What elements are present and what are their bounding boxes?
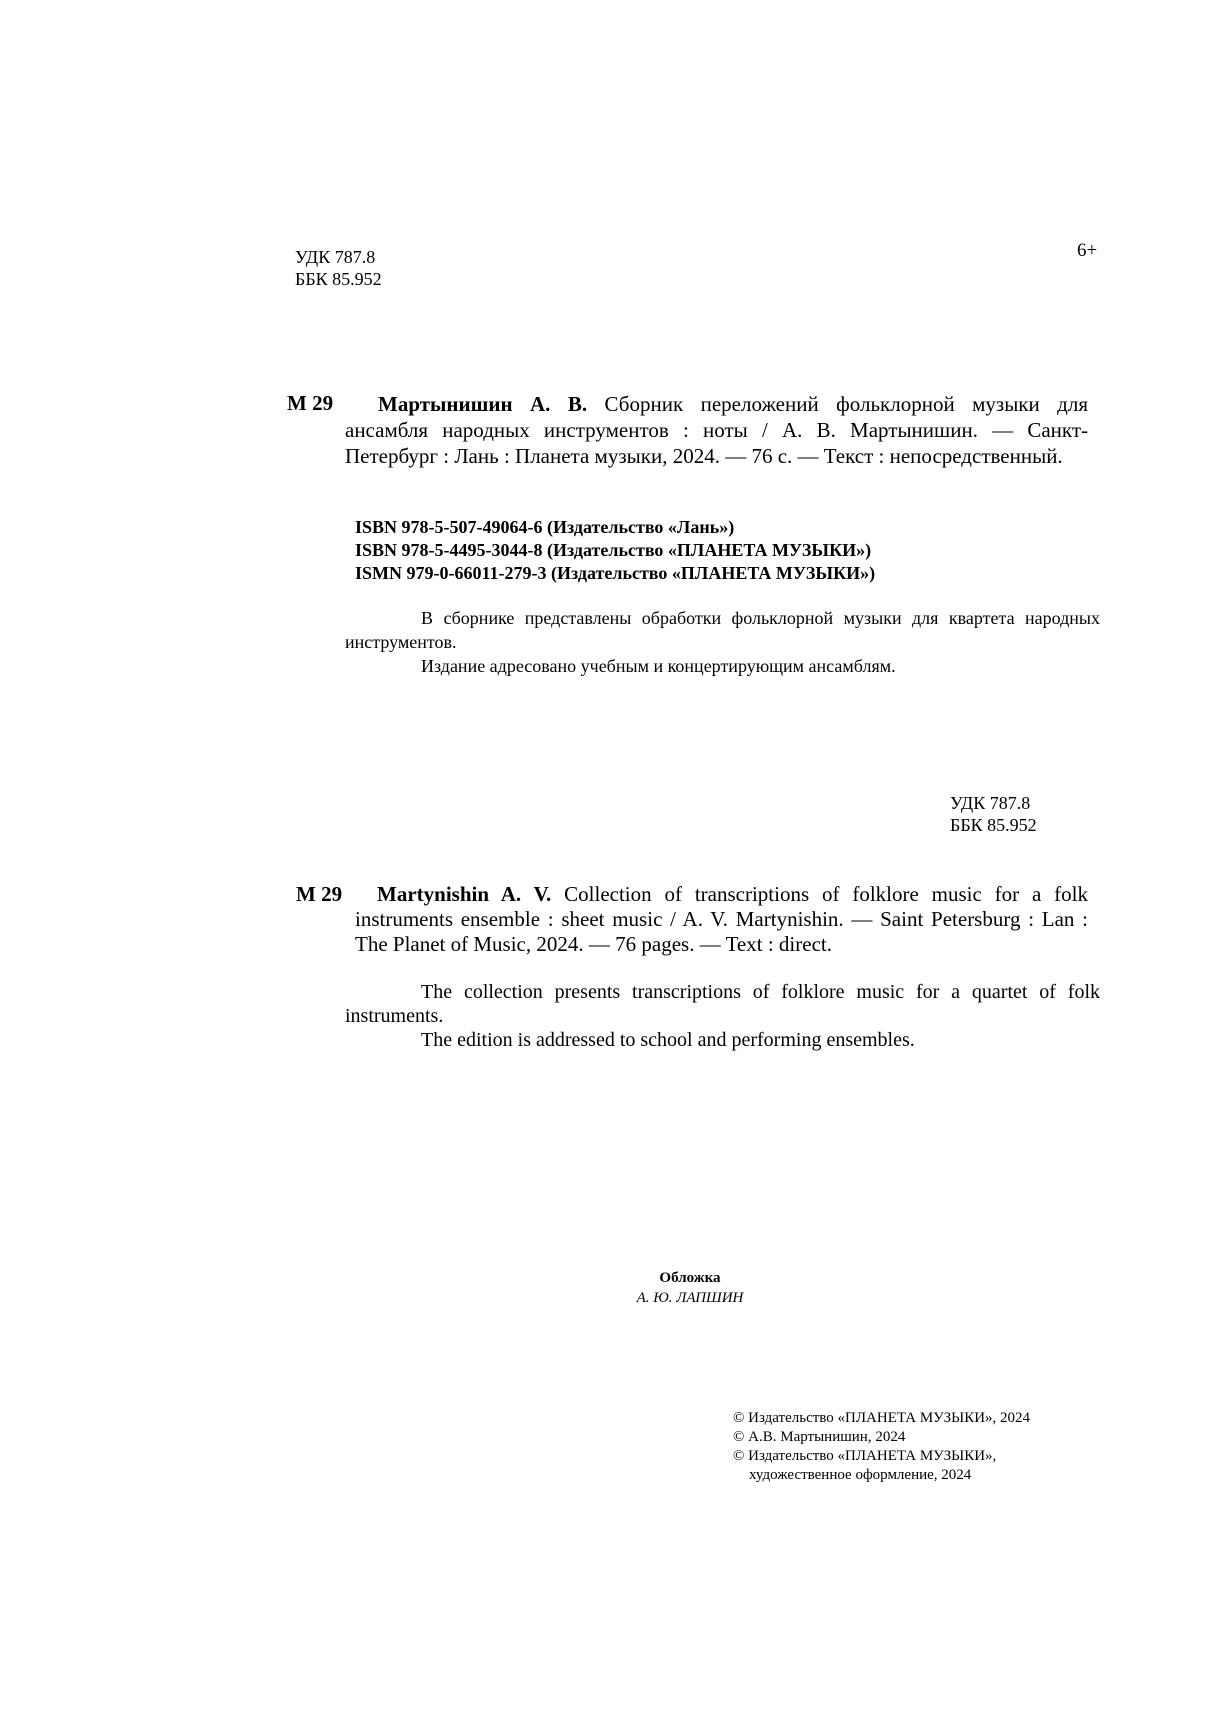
ru-bibliographic-entry	[345, 391, 1088, 469]
cover-label: Обложка	[659, 1270, 721, 1286]
cover-credit	[555, 1268, 825, 1308]
en-description: Collection of transcriptions of folklore music for a folk instruments ensemble : sheet music / A. V. Martynishin. — Saint Petersburg : Lan : The Planet of Music, 2024. — 76 pages. — Text : direct.	[355, 882, 1088, 956]
copyright-line: © Издательство «ПЛАНЕТА МУЗЫКИ», 2024	[733, 1410, 1031, 1426]
bbk-code: ББК 85.952	[295, 269, 382, 289]
isbn-block	[355, 516, 875, 585]
udk-code: УДК 787.8	[950, 793, 1031, 813]
en-abstract-paragraph: The edition is addressed to school and performing ensembles.	[421, 1029, 915, 1051]
isbn-lan: ISBN 978-5-507-49064-6 (Издательство «Лань»)	[355, 517, 735, 537]
copyright-line: © Издательство «ПЛАНЕТА МУЗЫКИ»,	[733, 1448, 997, 1464]
isbn-planeta: ISBN 978-5-4495-3044-8 (Издательство «ПЛАНЕТА МУЗЫКИ»)	[355, 540, 872, 560]
udk-code: УДК 787.8	[295, 247, 376, 267]
en-abstract-paragraph: The collection presents transcriptions of folklore music for a quartet of folk instruments.	[345, 981, 1100, 1027]
ru-abstract-paragraph: В сборнике представлены обработки фольклорной музыки для квартета народных инструментов.	[345, 608, 1100, 652]
ru-author: Мартынишин А. В.	[378, 392, 588, 416]
age-rating: 6+	[1077, 240, 1098, 261]
cover-artist: А. Ю. ЛАПШИН	[636, 1290, 744, 1306]
bbk-code: ББК 85.952	[950, 815, 1037, 835]
en-bibliographic-entry	[355, 882, 1088, 957]
copyright-line: © А.В. Мартынишин, 2024	[733, 1429, 906, 1445]
ru-author-sign: М 29	[287, 391, 334, 415]
copyright-block	[733, 1409, 1030, 1485]
en-author: Martynishin A. V.	[377, 882, 552, 906]
udk-bbk-middle	[950, 792, 1037, 836]
ru-abstract-paragraph: Издание адресовано учебным и концертирующим ансамблям.	[421, 656, 896, 676]
ru-abstract	[345, 606, 1100, 678]
en-abstract	[345, 980, 1100, 1052]
udk-bbk-top	[295, 246, 382, 290]
en-author-sign: M 29	[296, 882, 343, 906]
ru-description: Сборник переложений фольклорной музыки для ансамбля народных инструментов : ноты / А. В. Мартынишин. — Санкт-Петербург : Лань : Планета музыки, 2024. — 76 с. — Текст : непосредственный.	[345, 392, 1089, 468]
ismn-planeta: ISMN 979-0-66011-279-3 (Издательство «ПЛАНЕТА МУЗЫКИ»)	[355, 563, 876, 583]
copyright-line: художественное оформление, 2024	[749, 1467, 972, 1483]
